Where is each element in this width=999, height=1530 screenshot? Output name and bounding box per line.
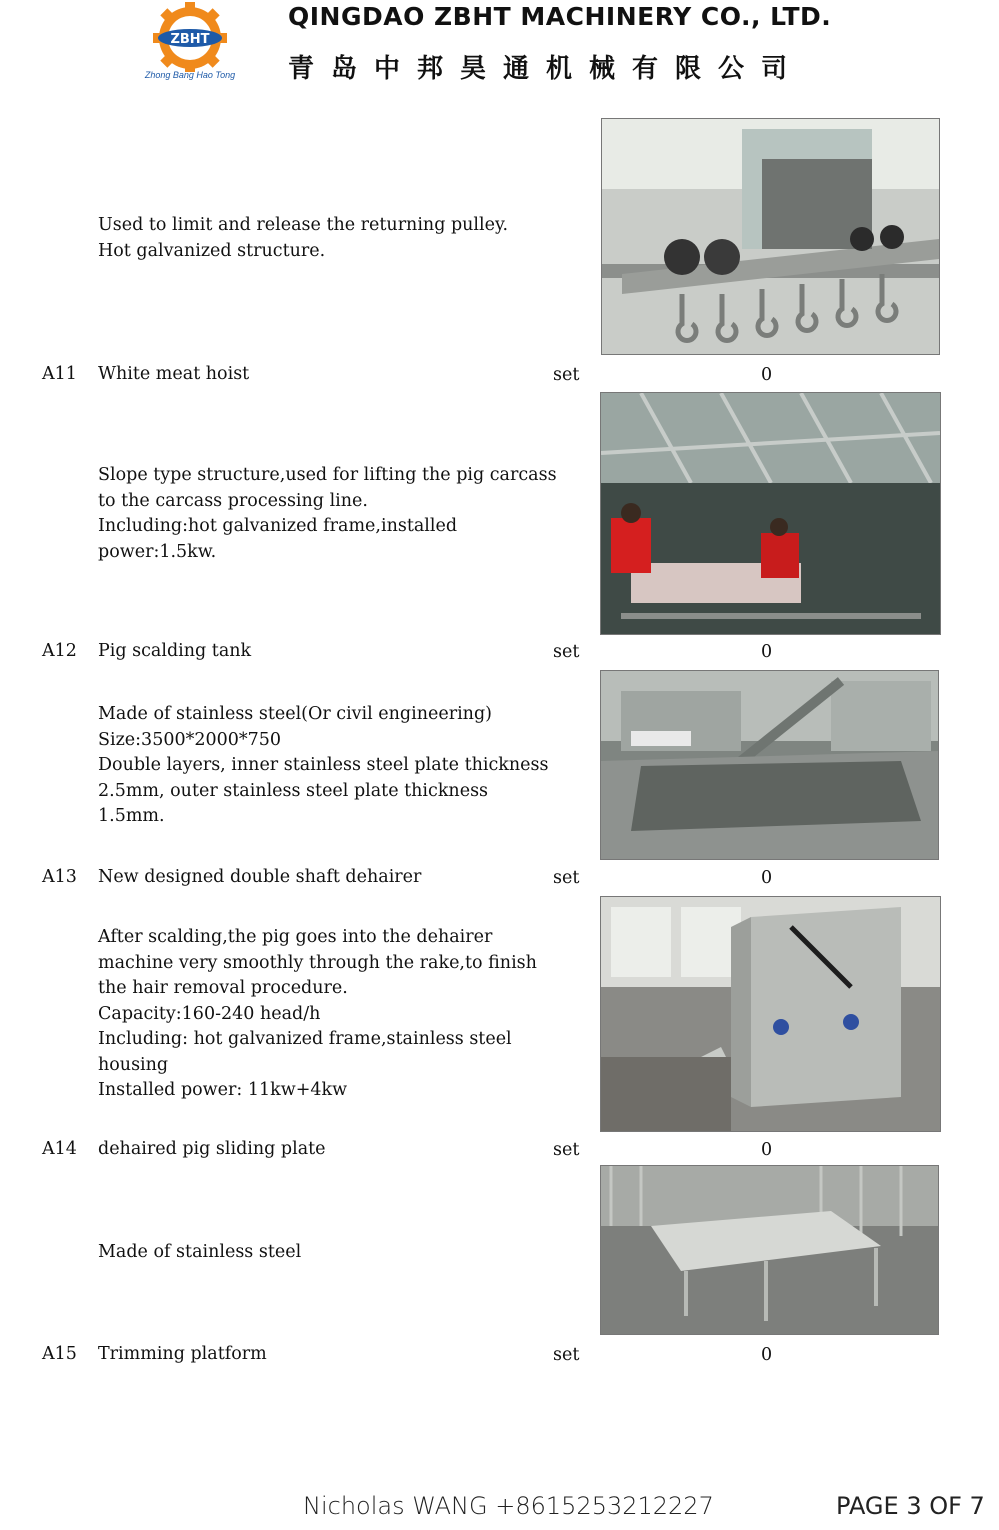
logo-subtitle: Zhong Bang Hao Tong (144, 70, 236, 80)
company-name-cn: 青岛中邦昊通机械有限公司 (288, 54, 805, 84)
item-description: After scalding,the pig goes into the dehairer machine very smoothly through the rake,to finish the hair removal procedure. Capacity:160-240 head/h Including: hot galvanized frame,stainless steel housing Installed power: 11kw+4kw (98, 927, 537, 1100)
item-unit: set (553, 365, 580, 385)
page-number: PAGE 3 OF 7 (836, 1492, 985, 1520)
item-code: A12 (42, 641, 77, 661)
item-code: A14 (42, 1139, 77, 1159)
item-unit: set (553, 642, 580, 662)
logo-text: ZBHT (170, 32, 210, 47)
item-description: Made of stainless steel (98, 1242, 302, 1262)
item-name: New designed double shaft dehairer (98, 867, 422, 887)
item-qty: 0 (761, 1140, 773, 1160)
item-qty: 0 (761, 365, 773, 385)
item-unit: set (553, 868, 580, 888)
company-name-en: QINGDAO ZBHT MACHINERY CO., LTD. (288, 2, 832, 31)
item-qty: 0 (761, 1345, 773, 1365)
photo-white-meat-hoist (600, 392, 941, 635)
item-code: A15 (42, 1344, 77, 1364)
item-qty: 0 (761, 868, 773, 888)
photo-scalding-tank (600, 670, 939, 860)
item-description: Slope type structure,used for lifting the pig carcass to the carcass processing line. Including:hot galvanized frame,installed power:1.5kw. (98, 465, 557, 562)
item-name: Trimming platform (98, 1344, 267, 1364)
item-description: Made of stainless steel(Or civil engineering) Size:3500*2000*750 Double layers, inner stainless steel plate thickness 2.5mm, outer stainless steel plate thickness 1.5mm. (98, 704, 549, 826)
item-code: A11 (42, 364, 77, 384)
photo-sliding-plate (600, 1165, 939, 1335)
footer-contact: Nicholas WANG +8615253212227 (303, 1492, 714, 1520)
item-name: dehaired pig sliding plate (98, 1139, 326, 1159)
item-name: White meat hoist (98, 364, 250, 384)
photo-dehairer (600, 896, 941, 1132)
item-name: Pig scalding tank (98, 641, 252, 661)
item-qty: 0 (761, 642, 773, 662)
top-description: Used to limit and release the returning pulley. Hot galvanized structure. (98, 215, 509, 261)
item-code: A13 (42, 867, 77, 887)
photo-pulley-limiter (601, 118, 940, 355)
item-unit: set (553, 1140, 580, 1160)
item-unit: set (553, 1345, 580, 1365)
